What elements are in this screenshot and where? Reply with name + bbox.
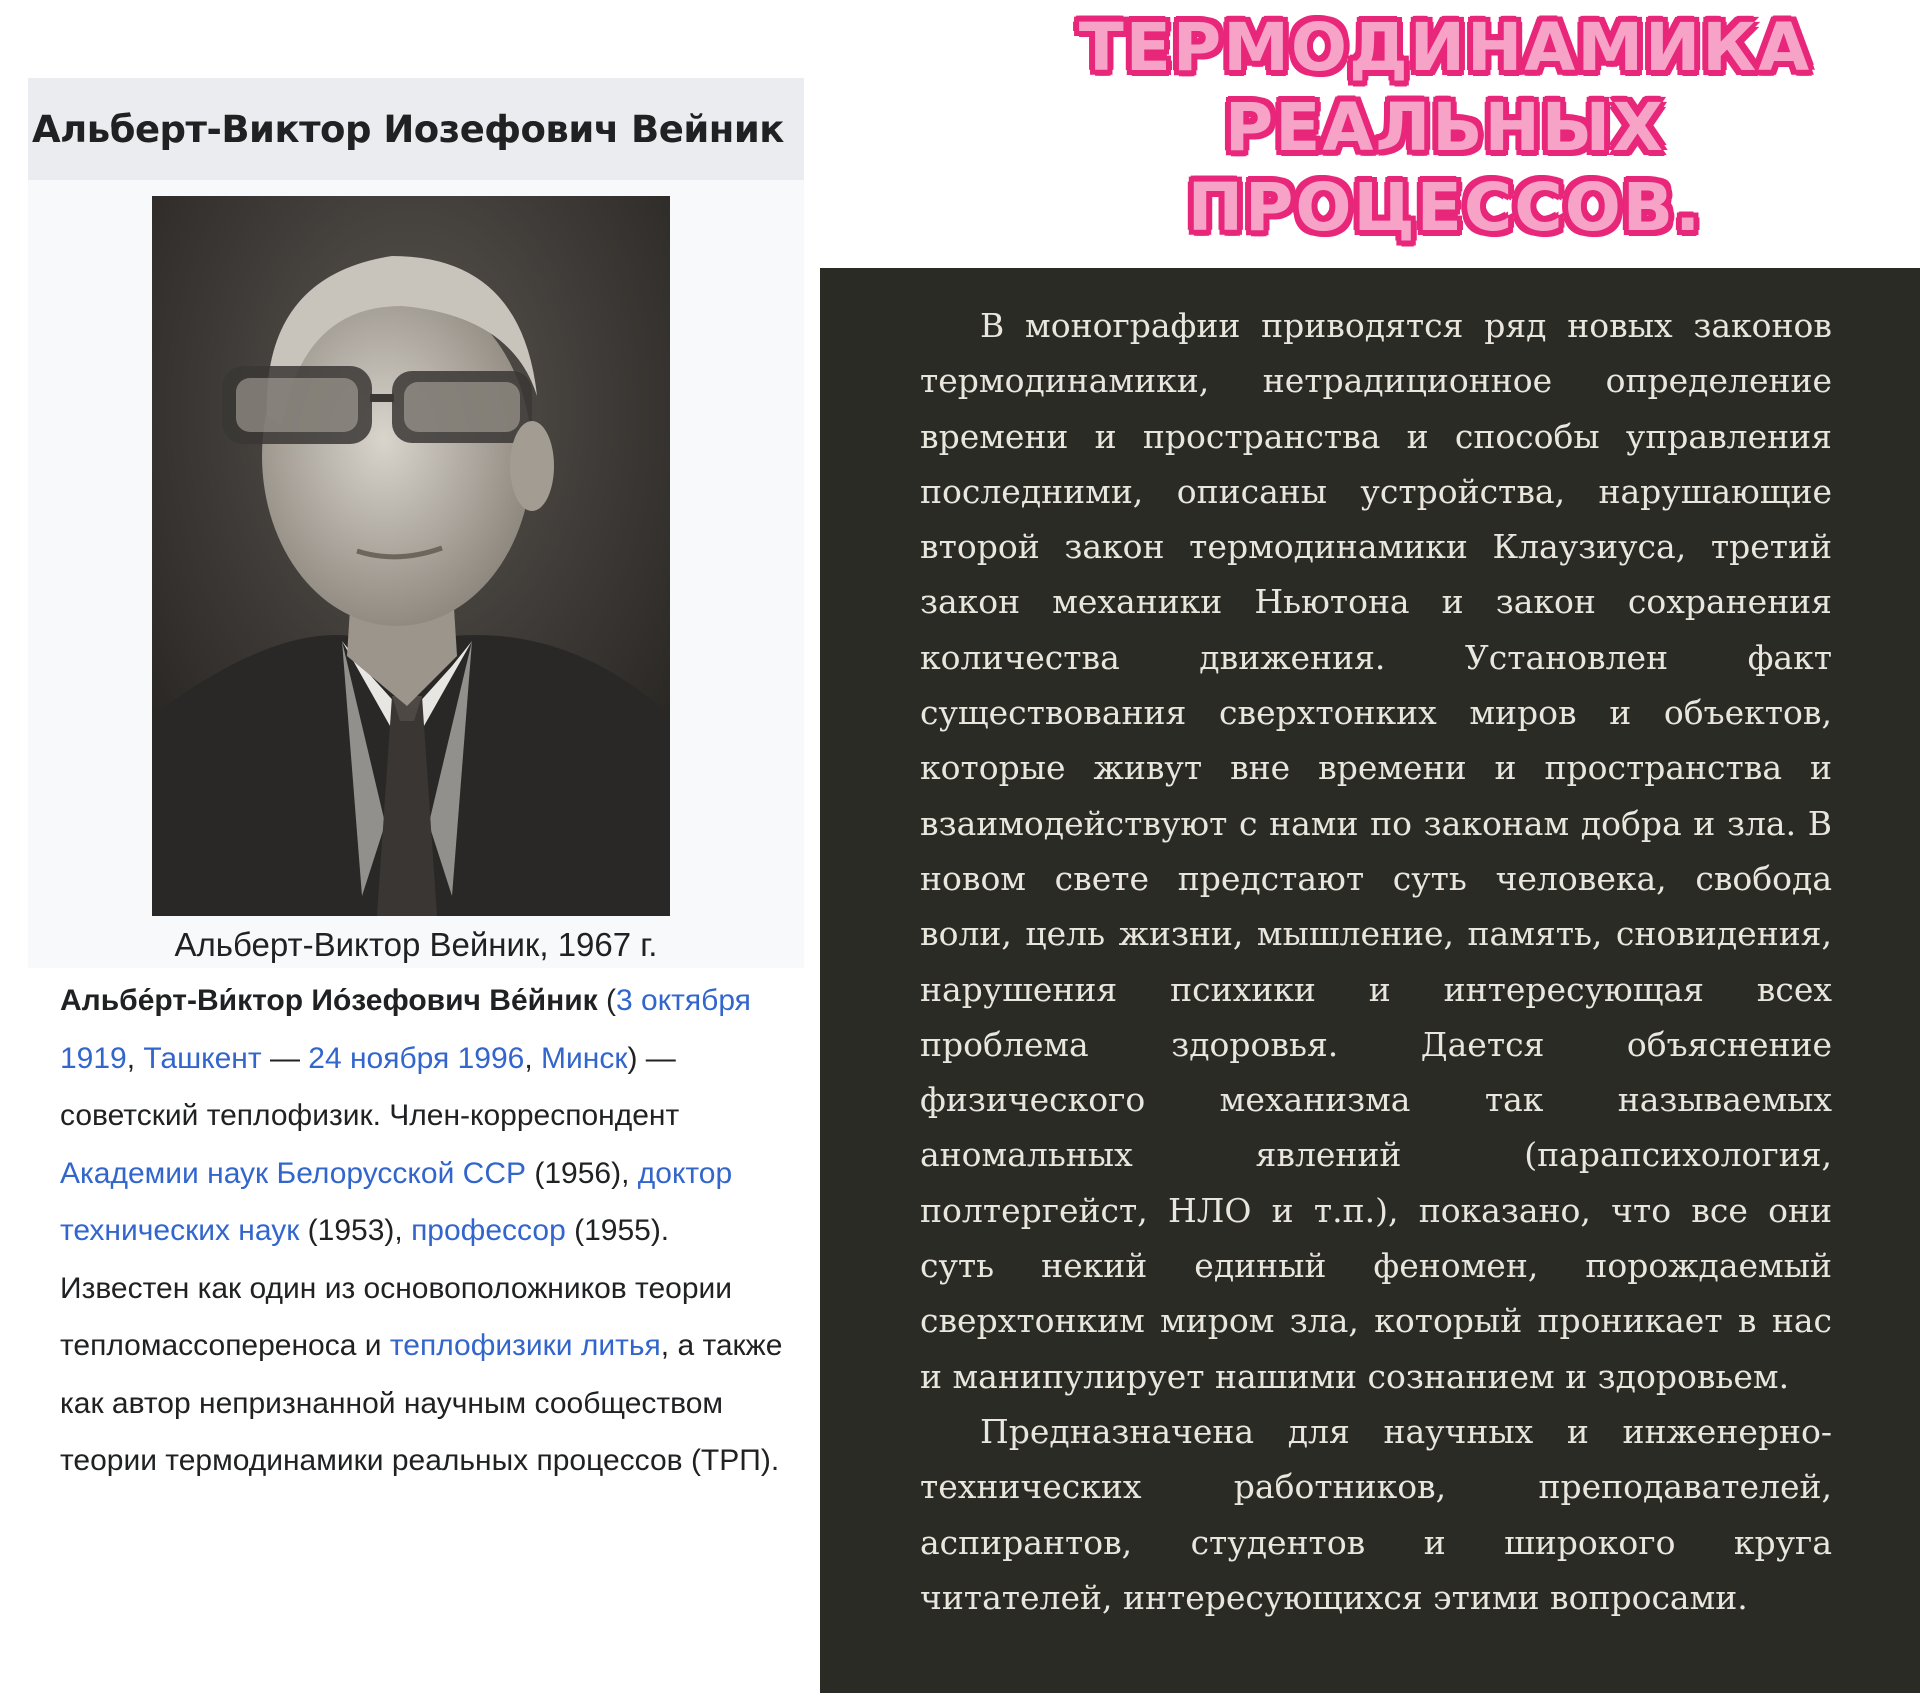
death-place-link[interactable]: Минск <box>541 1041 628 1075</box>
text-segment: , а также как автор непризнанной научным сообществом теории термодинамики реальных процессов (ТРП). <box>60 1329 783 1477</box>
death-date-link[interactable]: 24 ноября 1996 <box>308 1041 525 1075</box>
photo-caption: Альберт-Виктор Вейник, 1967 г. <box>174 926 658 963</box>
portrait-photo <box>152 196 670 916</box>
casting-thermophysics-link[interactable]: теплофизики литья <box>389 1329 661 1362</box>
text-segment: ( <box>597 984 616 1017</box>
professor-link[interactable]: профессор <box>411 1214 566 1247</box>
academy-link[interactable]: Академии наук Белорусской ССР <box>60 1156 527 1190</box>
text-segment: (1953), <box>299 1214 412 1247</box>
text-segment: , <box>524 1041 542 1075</box>
text-segment: ) — советский теплофизик. Член-корреспондент <box>60 1041 680 1132</box>
text-segment: — <box>261 1041 309 1075</box>
degree-link[interactable]: доктор технических наук <box>60 1156 733 1247</box>
wiki-infobox <box>28 78 804 968</box>
birth-date-link[interactable]: 3 октября 1919 <box>60 984 751 1075</box>
book-annotation-panel <box>820 268 1920 1693</box>
book-annotation-text <box>920 298 1832 1625</box>
book-title-art <box>1010 8 1880 248</box>
text-segment: (1956), <box>526 1156 638 1190</box>
person-name: Альбе́рт-Ви́ктор Ио́зефович Ве́йник <box>60 984 598 1017</box>
wiki-article-text <box>60 972 800 1490</box>
birth-place-link[interactable]: Ташкент <box>143 1041 262 1075</box>
annotation-paragraph-1: В монографии приводятся ряд новых законов термодинамики, нетрадиционное определение времени и пространства и способы управления последними, описаны устройства, нарушающие второй закон термодинамики Клаузиуса, третий закон механики Ньютона и закон сохранения количества движения. Установлен факт существования сверхтонких миров и объектов, которые живут вне времени и пространства и взаимодействуют с нами по законам добра и зла. В новом свете предстают суть человека, свобода воли, цель жизни, мышление, память, сновидения, нарушения психики и интересующая всех проблема здоровья. Дается объяснение физического механизма так называемых аномальных явлений (парапсихология, полтергейст, НЛО и т.п.), показано, что все они суть некий единый феномен, порождаемый сверхтонким миром зла, который проникает в нас и манипулирует нашими сознанием и здоровьем. <box>920 306 1832 1396</box>
title-line-2: РЕАЛЬНЫХ <box>1224 89 1666 166</box>
annotation-paragraph-2: Предназначена для научных и инженерно-технических работников, преподавателей, аспирантов, студентов и широкого круга читателей, интересующихся этими вопросами. <box>920 1411 1832 1617</box>
title-line-1: ТЕРМОДИНАМИКА <box>1078 9 1812 86</box>
text-segment: , <box>126 1041 144 1075</box>
text-segment: (1955). Известен как один из основоположников теории тепломассопереноса и <box>60 1214 733 1362</box>
wiki-page-title: Альберт-Виктор Иозефович Вейник <box>28 78 804 180</box>
title-line-3: ПРОЦЕССОВ. <box>1187 169 1703 246</box>
portrait-illustration <box>152 196 670 916</box>
